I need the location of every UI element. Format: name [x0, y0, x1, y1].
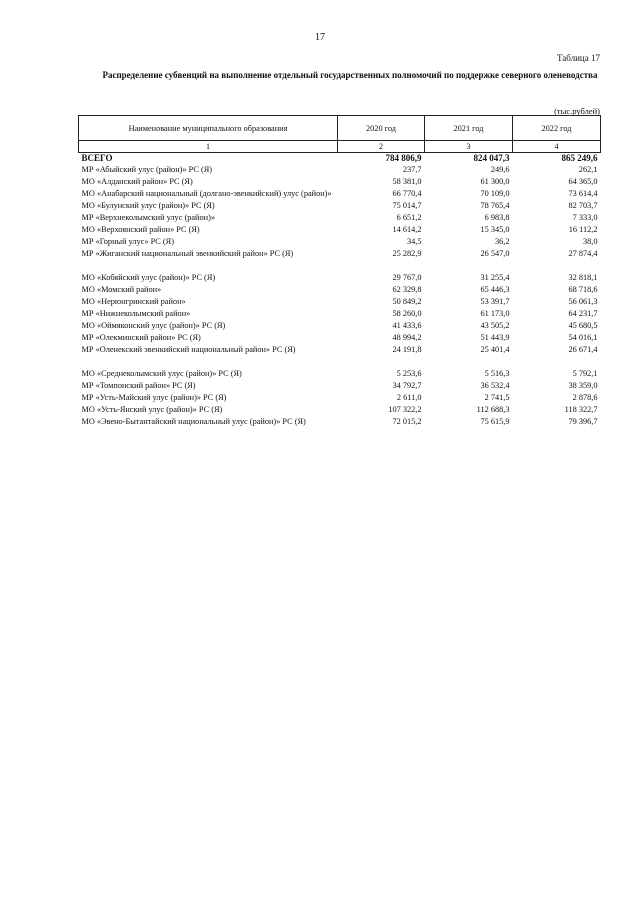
value-2020: 237,7 — [402, 165, 422, 174]
value-2021: 2 741,5 — [484, 393, 510, 402]
municipality-name: МО «Анабарский национальный (долгано-эвенкийский) улус (район)» — [81, 189, 332, 198]
spacer-cell — [513, 356, 601, 368]
value-2022: 56 061,3 — [568, 297, 598, 306]
spacer-cell — [338, 356, 425, 368]
value-2022: 38 359,0 — [568, 381, 598, 390]
municipality-name: МР «Томпонский район» РС (Я) — [81, 381, 196, 390]
municipality-name: МР «Горный улус» РС (Я) — [81, 237, 174, 246]
value-2021: 61 300,0 — [480, 177, 510, 186]
total-2022: 865 249,6 — [561, 153, 598, 163]
table-row — [79, 392, 601, 404]
value-2022: 64 231,7 — [568, 309, 598, 318]
value-2021: 78 765,4 — [480, 201, 510, 210]
value-2020: 29 767,0 — [392, 273, 422, 282]
table-row — [79, 380, 601, 392]
value-2020: 72 015,2 — [392, 417, 422, 426]
value-2020: 34,5 — [406, 237, 422, 246]
table-row — [79, 248, 601, 260]
total-label: ВСЕГО — [81, 153, 113, 163]
value-2022: 262,1 — [578, 165, 598, 174]
value-2020: 66 770,4 — [392, 189, 422, 198]
value-2021: 61 173,0 — [480, 309, 510, 318]
value-2020: 48 994,2 — [392, 333, 422, 342]
column-number: 2 — [338, 141, 425, 153]
municipality-name: МР «Жиганский национальный эвенкийский район» РС (Я) — [81, 249, 294, 258]
value-2021: 31 255,4 — [480, 273, 510, 282]
table-row — [79, 320, 601, 332]
units-label: (тыс.рублей) — [554, 106, 600, 116]
value-2022: 32 818,1 — [568, 273, 598, 282]
value-2020: 50 849,2 — [392, 297, 422, 306]
value-2022: 2 878,6 — [572, 393, 598, 402]
value-2021: 15 345,0 — [480, 225, 510, 234]
value-2021: 53 391,7 — [480, 297, 510, 306]
table-row — [79, 296, 601, 308]
value-2021: 5 516,3 — [484, 369, 510, 378]
municipality-name: МР «Абыйский улус (район)» РС (Я) — [81, 165, 213, 174]
value-2020: 5 253,6 — [396, 369, 422, 378]
value-2021: 36,2 — [494, 237, 510, 246]
municipality-name: МР «Усть-Майский улус (район)» РС (Я) — [81, 393, 227, 402]
header-2022: 2022 год — [513, 116, 601, 141]
municipality-name: МО «Момский район» — [81, 285, 162, 294]
table-row — [79, 164, 601, 176]
value-2020: 14 614,2 — [392, 225, 422, 234]
column-number: 3 — [425, 141, 513, 153]
value-2022: 54 016,1 — [568, 333, 598, 342]
group-spacer — [79, 356, 601, 368]
column-number: 4 — [513, 141, 601, 153]
value-2021: 43 505,2 — [480, 321, 510, 330]
municipality-name: МО «Алданский район» РС (Я) — [81, 177, 193, 186]
municipality-name: МО «Верхоянский район» РС (Я) — [81, 225, 200, 234]
header-name: Наименование муниципального образования — [79, 116, 338, 141]
value-2020: 6 651,2 — [396, 213, 422, 222]
value-2022: 82 703,7 — [568, 201, 598, 210]
document-title: Распределение субвенций на выполнение отдельный государственных полномочий по поддержке северного оленеводства — [102, 70, 598, 80]
header-2021: 2021 год — [425, 116, 513, 141]
value-2020: 41 433,6 — [392, 321, 422, 330]
municipality-name: МО «Эвено-Бытантайский национальный улус (район)» РС (Я) — [81, 417, 306, 426]
page-number: 17 — [315, 32, 325, 43]
municipality-name: МО «Булунский улус (район)» РС (Я) — [81, 201, 215, 210]
value-2020: 58 260,0 — [392, 309, 422, 318]
group-spacer — [79, 260, 601, 272]
spacer-cell — [338, 260, 425, 272]
value-2020: 24 191,8 — [392, 345, 422, 354]
total-2020: 784 806,9 — [385, 153, 422, 163]
municipality-name: МО «Нерюнгринский район» — [81, 297, 186, 306]
subsidy-table — [78, 115, 601, 428]
value-2020: 2 611,0 — [396, 393, 422, 402]
value-2022: 26 671,4 — [568, 345, 598, 354]
value-2022: 27 874,4 — [568, 249, 598, 258]
value-2021: 25 401,4 — [480, 345, 510, 354]
table-row — [79, 368, 601, 380]
header-row — [79, 116, 601, 141]
column-number-row — [79, 141, 601, 153]
value-2022: 118 322,7 — [564, 405, 598, 414]
value-2022: 79 396,7 — [568, 417, 598, 426]
table-row — [79, 188, 601, 200]
spacer-cell — [425, 356, 513, 368]
value-2022: 5 792,1 — [572, 369, 598, 378]
value-2022: 64 365,0 — [568, 177, 598, 186]
municipality-name: МР «Верхнеколымский улус (район)» — [81, 213, 215, 222]
municipality-name: МО «Оймяконский улус (район)» РС (Я) — [81, 321, 226, 330]
subsidy-table-container — [78, 115, 600, 428]
value-2021: 112 688,3 — [476, 405, 510, 414]
value-2020: 58 381,0 — [392, 177, 422, 186]
table-row — [79, 308, 601, 320]
value-2020: 34 792,7 — [392, 381, 422, 390]
table-row — [79, 404, 601, 416]
value-2022: 7 333,0 — [572, 213, 598, 222]
value-2021: 249,6 — [490, 165, 510, 174]
value-2020: 107 322,2 — [388, 405, 422, 414]
value-2020: 62 329,8 — [392, 285, 422, 294]
value-2022: 38,0 — [582, 237, 598, 246]
value-2021: 75 615,9 — [480, 417, 510, 426]
value-2022: 45 680,5 — [568, 321, 598, 330]
table-row — [79, 236, 601, 248]
table-row — [79, 344, 601, 356]
value-2021: 65 446,3 — [480, 285, 510, 294]
spacer-cell — [513, 260, 601, 272]
value-2022: 73 614,4 — [568, 189, 598, 198]
municipality-name: МР «Нижнеколымский район» — [81, 309, 191, 318]
table-row — [79, 272, 601, 284]
value-2021: 70 109,0 — [480, 189, 510, 198]
total-row — [79, 153, 601, 165]
spacer-cell — [79, 260, 338, 272]
spacer-cell — [79, 356, 338, 368]
table-row — [79, 284, 601, 296]
column-number: 1 — [79, 141, 338, 153]
value-2021: 26 547,0 — [480, 249, 510, 258]
table-body — [79, 153, 601, 429]
value-2022: 16 112,2 — [568, 225, 598, 234]
value-2020: 75 014,7 — [392, 201, 422, 210]
value-2021: 6 983,8 — [484, 213, 510, 222]
spacer-cell — [425, 260, 513, 272]
municipality-name: МР «Оленекский эвенкийский национальный район» РС (Я) — [81, 345, 296, 354]
table-row — [79, 224, 601, 236]
header-2020: 2020 год — [338, 116, 425, 141]
table-row — [79, 212, 601, 224]
municipality-name: МР «Олекминский район» РС (Я) — [81, 333, 201, 342]
total-2021: 824 047,3 — [473, 153, 510, 163]
table-row — [79, 416, 601, 428]
municipality-name: МО «Кобяйский улус (район)» РС (Я) — [81, 273, 216, 282]
value-2020: 25 282,9 — [392, 249, 422, 258]
table-row — [79, 176, 601, 188]
municipality-name: МО «Среднеколымский улус (район)» РС (Я) — [81, 369, 242, 378]
value-2021: 51 443,9 — [480, 333, 510, 342]
table-row — [79, 200, 601, 212]
value-2022: 68 718,6 — [568, 285, 598, 294]
value-2021: 36 532,4 — [480, 381, 510, 390]
municipality-name: МО «Усть-Янский улус (район)» РС (Я) — [81, 405, 223, 414]
table-label: Таблица 17 — [557, 53, 600, 63]
table-row — [79, 332, 601, 344]
